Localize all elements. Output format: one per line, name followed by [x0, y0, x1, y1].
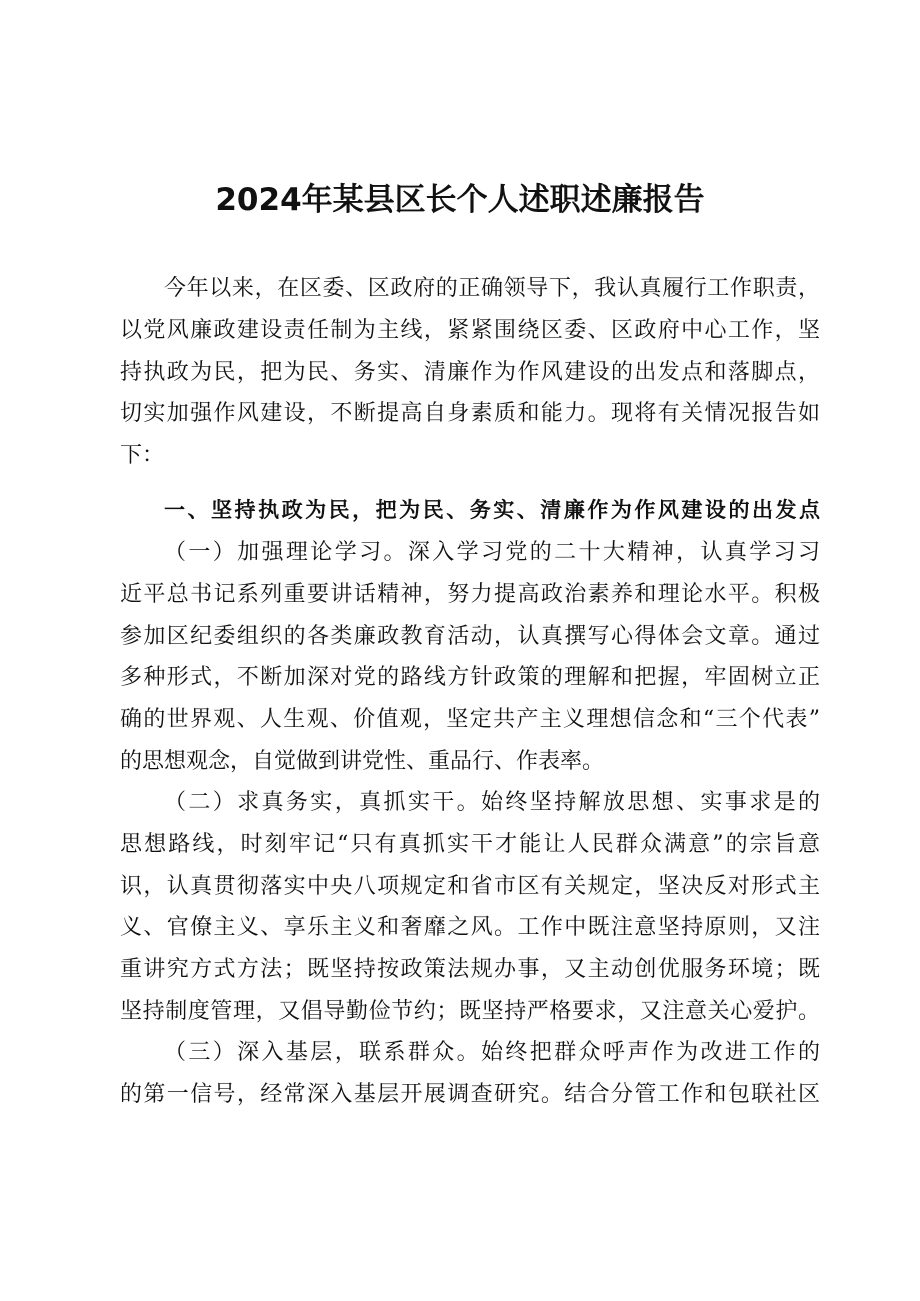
paragraph-line: 多种形式，不断加深对党的路线方针政策的理解和把握，牢固树立正: [120, 665, 820, 691]
paragraph-line: （一）加强理论学习。深入学习党的二十大精神，认真学习习: [164, 540, 820, 565]
paragraph-line: 以党风廉政建设责任制为主线，紧紧围绕区委、区政府中心工作，坚: [120, 317, 820, 343]
paragraph-practical: [120, 782, 820, 1033]
paragraph-line: 识，认真贯彻落实中央八项规定和省市区有关规定，坚决反对形式主: [120, 873, 820, 899]
document-title: 2024年某县区长个人述职述廉报告: [215, 182, 705, 218]
paragraph-line: （二）求真务实，真抓实干。始终坚持解放思想、实事求是的: [164, 790, 820, 815]
paragraph-line: （三）深入基层，联系群众。始终把群众呼声作为改进工作的: [164, 1040, 820, 1065]
paragraph-line: 参加区纪委组织的各类廉政教育活动，认真撰写心得体会文章。通过: [120, 623, 820, 649]
paragraph-line: 思想路线，时刻牢记“只有真抓实干才能让人民群众满意”的宗旨意: [120, 831, 820, 857]
paragraph-line: 的思想观念，自觉做到讲党性、重品行、作表率。: [120, 748, 605, 774]
paragraph-line: 持执政为民，把为民、务实、清廉作为作风建设的出发点和落脚点，: [120, 359, 820, 385]
intro-paragraph: [120, 268, 820, 477]
paragraph-line: 切实加强作风建设，不断提高自身素质和能力。现将有关情况报告如: [120, 401, 820, 427]
paragraph-grassroots: [120, 1032, 820, 1116]
paragraph-line: 义、官僚主义、享乐主义和奢靡之风。工作中既注意坚持原则，又注: [120, 915, 820, 941]
paragraph-line: 近平总书记系列重要讲话精神，努力提高政治素养和理论水平。积极: [120, 581, 820, 607]
paragraph-line: 重讲究方式方法；既坚持按政策法规办事，又主动创优服务环境；既: [120, 957, 820, 983]
paragraph-line: 确的世界观、人生观、价值观，坚定共产主义理想信念和“三个代表”: [120, 707, 820, 733]
paragraph-line: 的第一信号，经常深入基层开展调查研究。结合分管工作和包联社区: [120, 1081, 820, 1107]
paragraph-study: [120, 532, 820, 783]
paragraph-line: 今年以来，在区委、区政府的正确领导下，我认真履行工作职责，: [164, 276, 820, 301]
paragraph-line: 下：: [120, 443, 165, 469]
section-heading-1: 一、坚持执政为民，把为民、务实、清廉作为作风建设的出发点: [164, 498, 820, 522]
paragraph-line: 坚持制度管理，又倡导勤俭节约；既坚持严格要求，又注意关心爱护。: [120, 998, 820, 1024]
